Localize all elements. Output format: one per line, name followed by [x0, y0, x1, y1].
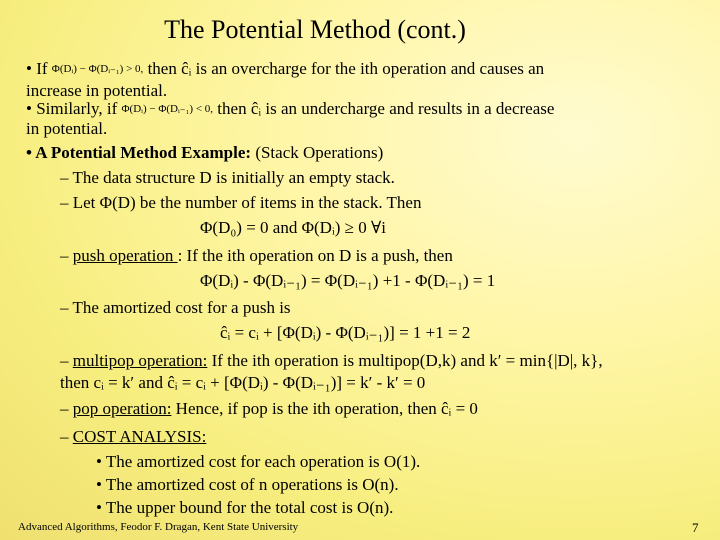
- example-heading: • A Potential Method Example:: [26, 143, 252, 162]
- formula-multipop: then cᵢ = k′ and ĉᵢ = cᵢ + [Φ(Dᵢ) - Φ(Dᵢ₋₁)] = k′ - k′ = 0: [60, 373, 426, 392]
- line-multipop: [60, 350, 603, 372]
- dash: –: [60, 246, 73, 265]
- line-cost-analysis: [60, 426, 206, 448]
- page-number: 7: [692, 520, 699, 535]
- dash: –: [60, 351, 73, 370]
- push-text: : If the ith operation on D is a push, then: [177, 246, 453, 265]
- push-heading: push operation: [72, 246, 178, 265]
- pop-heading: pop operation:: [72, 399, 172, 418]
- formula-push-diff: Φ(Dᵢ) - Φ(Dᵢ₋₁) = Φ(Dᵢ₋₁) +1 - Φ(Dᵢ₋₁) = 1: [200, 271, 496, 290]
- line-if-overcharge: [26, 58, 544, 80]
- formula-negative-diff: Φ(Dᵢ) − Φ(Dᵢ₋₁) < 0,: [121, 103, 214, 115]
- line-similarly: [26, 98, 554, 120]
- bullet-similarly: • Similarly, if: [26, 99, 118, 118]
- line-let-phi: – Let Φ(D) be the number of items in the stack. Then: [60, 193, 422, 212]
- line-cost-n: • The amortized cost of n operations is O(n).: [96, 475, 399, 494]
- line-increase: increase in potential.: [26, 81, 168, 100]
- multipop-heading: multipop operation:: [72, 351, 208, 370]
- bullet-if: • If: [26, 59, 48, 78]
- line-pop: [60, 398, 478, 420]
- overcharge-text: then ĉᵢ is an overcharge for the ith operation and causes an: [143, 59, 545, 78]
- line-cost-each: • The amortized cost for each operation is O(1).: [96, 452, 421, 471]
- formula-positive-diff: Φ(Dᵢ) − Φ(Dᵢ₋₁) > 0,: [51, 63, 144, 75]
- footer-credit: Advanced Algorithms, Feodor F. Dragan, Kent State University: [18, 521, 299, 533]
- line-upper-bound: • The upper bound for the total cost is O(n).: [96, 498, 394, 517]
- line-push: [60, 245, 453, 267]
- line-data-structure: – The data structure D is initially an empty stack.: [60, 168, 395, 187]
- cost-analysis-heading: COST ANALYSIS:: [72, 427, 207, 446]
- formula-push-amortized: ĉᵢ = cᵢ + [Φ(Dᵢ) - Φ(Dᵢ₋₁)] = 1 +1 = 2: [220, 323, 471, 342]
- dash: –: [60, 427, 73, 446]
- example-subtitle: (Stack Operations): [251, 143, 384, 162]
- dash: –: [60, 399, 73, 418]
- slide-title: The Potential Method (cont.): [164, 15, 466, 44]
- line-example: [26, 142, 383, 164]
- pop-text: Hence, if pop is the ith operation, then ĉᵢ = 0: [171, 399, 478, 418]
- line-amortized-push: – The amortized cost for a push is: [60, 298, 291, 317]
- undercharge-text: then ĉᵢ is an undercharge and results in a decrease: [213, 99, 555, 118]
- multipop-text: If the ith operation is multipop(D,k) and k′ = min{|D|, k},: [207, 351, 603, 370]
- line-decrease: in potential.: [26, 119, 108, 138]
- formula-initial-potential: Φ(D₀) = 0 and Φ(Dᵢ) ≥ 0 ∀i: [200, 218, 386, 237]
